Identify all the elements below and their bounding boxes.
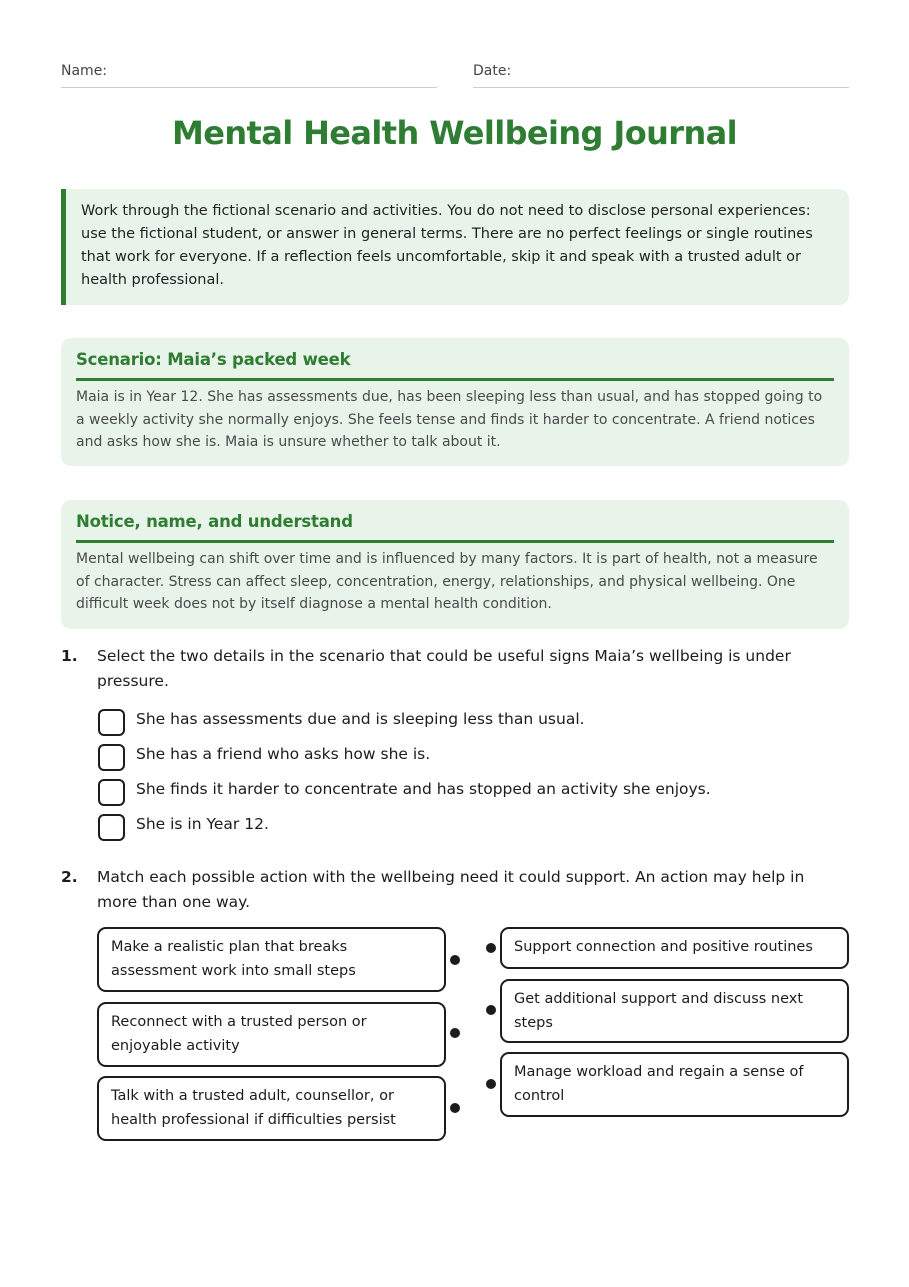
name-label: Name: [61, 63, 108, 79]
understand-body: Mental wellbeing can shift over time and is influenced by many factors. It is part of health, not a measure of character. Stress can affect sleep, concentration, energy, relationships, and physical wellbeing. One difficult week does not by itself diagnose a mental health condition. [76, 551, 818, 612]
option-label: She is in Year 12. [136, 815, 269, 833]
match-need-box[interactable] [500, 1052, 849, 1117]
question-1-prompt: Select the two details in the scenario that could be useful signs Maia’s wellbeing is under pressure. [97, 647, 791, 690]
question-1-options [97, 707, 849, 847]
checkbox[interactable] [98, 779, 125, 806]
match-need-label: Manage workload and regain a sense of control [514, 1064, 804, 1104]
match-action-label: Make a realistic plan that breaks assessment work into small steps [111, 939, 356, 979]
match-action-box[interactable] [97, 1002, 446, 1067]
match-action-dot[interactable] [450, 955, 460, 965]
match-need-dot[interactable] [486, 943, 496, 953]
match-need-label: Support connection and positive routines [514, 939, 813, 955]
name-field[interactable] [61, 60, 437, 88]
question-2-number: 2. [61, 868, 78, 886]
page-title: Mental Health Wellbeing Journal [172, 114, 737, 152]
understand-heading: Notice, name, and understand [76, 510, 834, 543]
match-need-box[interactable] [500, 927, 849, 969]
match-action-box[interactable] [97, 1076, 446, 1141]
match-need-dot[interactable] [486, 1079, 496, 1089]
option-label: She finds it harder to concentrate and has stopped an activity she enjoys. [136, 780, 711, 798]
date-field[interactable] [473, 60, 849, 88]
date-label: Date: [473, 63, 512, 79]
scenario-heading: Scenario: Maia’s packed week [76, 348, 834, 381]
checkbox[interactable] [98, 814, 125, 841]
header-fields [61, 60, 849, 88]
match-action-dot[interactable] [450, 1103, 460, 1113]
match-need-label: Get additional support and discuss next steps [514, 991, 804, 1031]
option-label: She has assessments due and is sleeping less than usual. [136, 710, 585, 728]
scenario-panel [61, 338, 849, 466]
scenario-body: Maia is in Year 12. She has assessments due, has been sleeping less than usual, and has stopped going to a weekly activity she normally enjoys. She feels tense and finds it harder to concentrate. A friend notices and asks how she is. Maia is unsure whether to talk about it. [76, 389, 823, 450]
match-action-label: Reconnect with a trusted person or enjoyable activity [111, 1014, 367, 1054]
checkbox[interactable] [98, 709, 125, 736]
match-need-box[interactable] [500, 979, 849, 1043]
match-need-dot[interactable] [486, 1005, 496, 1015]
option-row[interactable] [97, 777, 849, 812]
intro-note: Work through the fictional scenario and activities. You do not need to disclose personal experiences: use the fictional student, or answer in general terms. There are no perfect feelings or single routines that work for everyone. If a reflection feels uncomfortable, skip it and speak with a trusted adult or health professional. [61, 189, 849, 305]
option-row[interactable] [97, 707, 849, 742]
checkbox[interactable] [98, 744, 125, 771]
option-label: She has a friend who asks how she is. [136, 745, 431, 763]
option-row[interactable] [97, 812, 849, 847]
match-action-box[interactable] [97, 927, 446, 992]
question-2-prompt: Match each possible action with the wellbeing need it could support. An action may help in more than one way. [97, 868, 805, 911]
match-action-label: Talk with a trusted adult, counsellor, or health professional if difficulties persist [111, 1088, 396, 1128]
understand-panel [61, 500, 849, 629]
question-1-number: 1. [61, 647, 78, 665]
option-row[interactable] [97, 742, 849, 777]
match-action-dot[interactable] [450, 1028, 460, 1038]
